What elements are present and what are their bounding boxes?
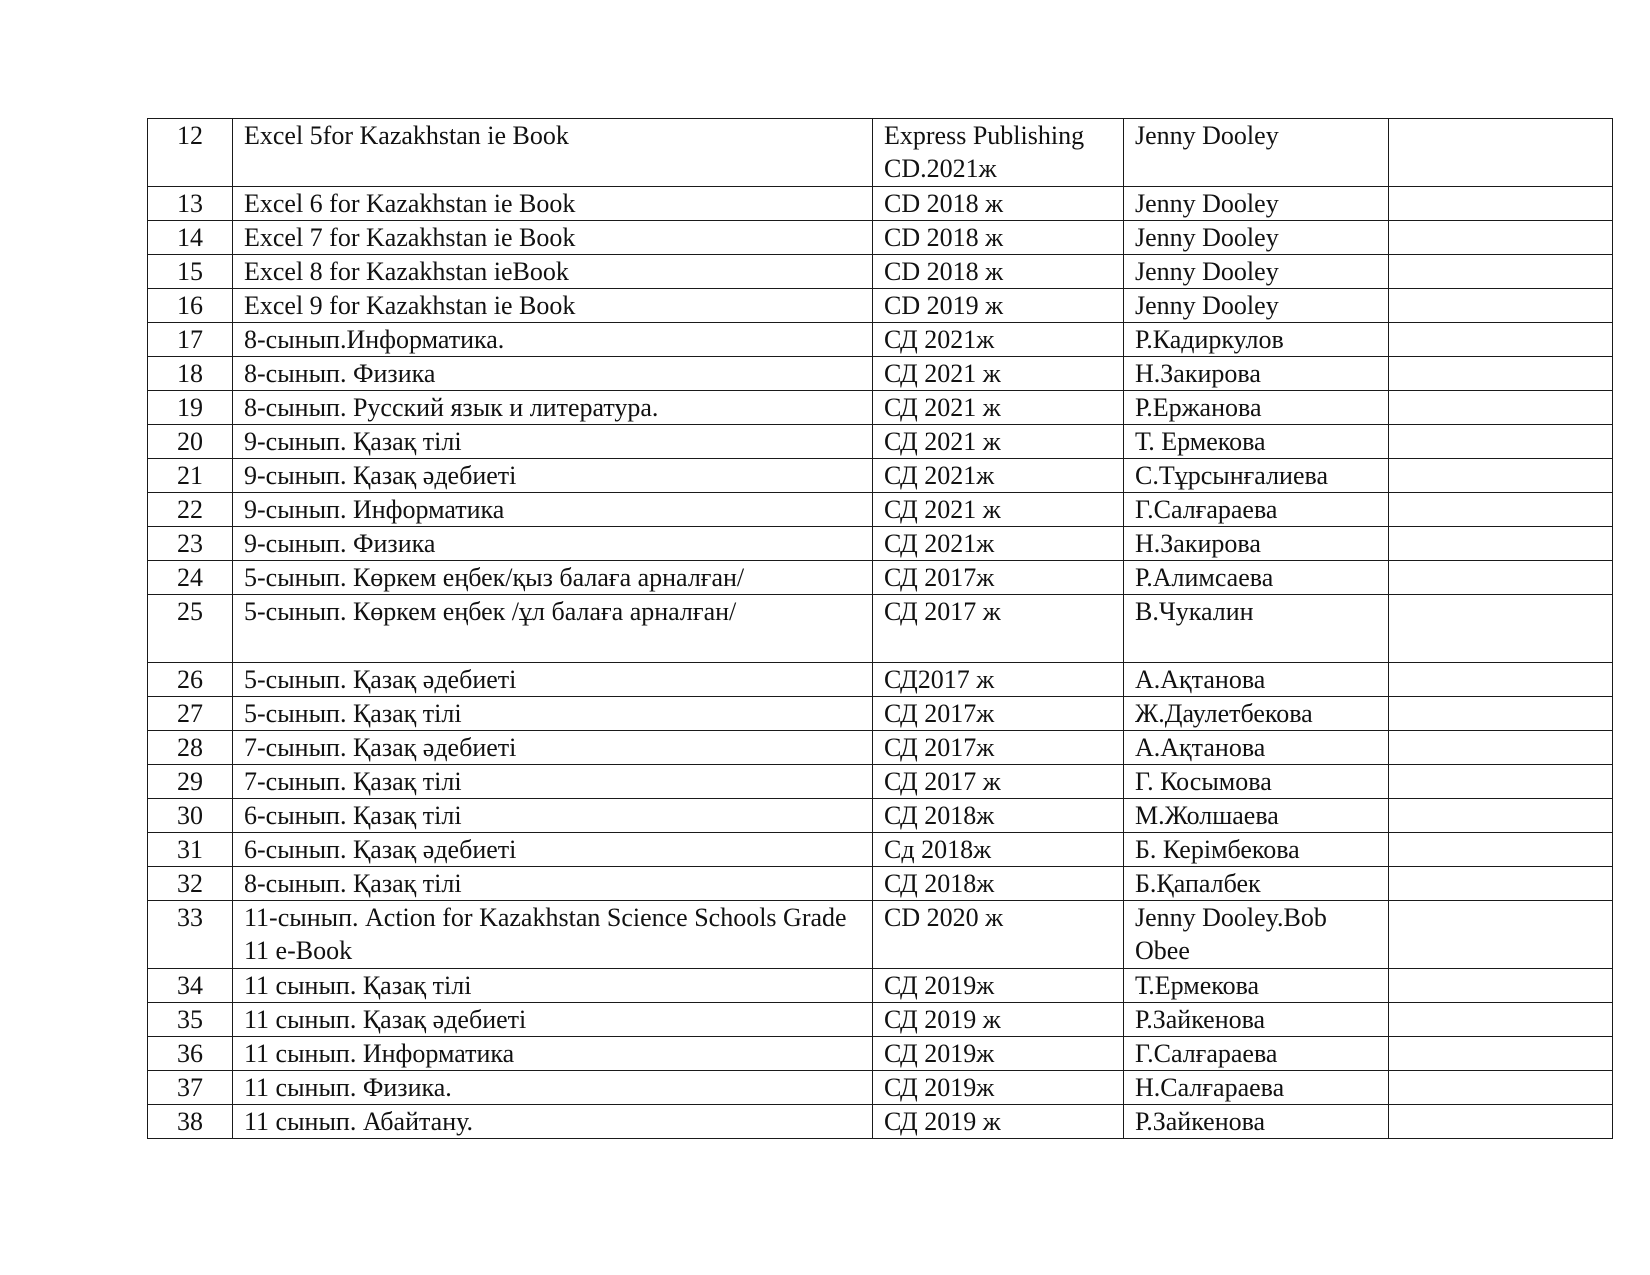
publisher-year: СД 2017ж — [873, 697, 1124, 731]
note-cell — [1389, 595, 1613, 663]
author-name: Т.Ермекова — [1124, 969, 1389, 1003]
note-cell — [1389, 1003, 1613, 1037]
author-name: Б. Керімбекова — [1124, 833, 1389, 867]
author-name: Jenny Dooley.Bob Obee — [1124, 901, 1389, 969]
row-number: 12 — [148, 119, 233, 187]
author-name: Ж.Даулетбекова — [1124, 697, 1389, 731]
book-title: 11 сынып. Қазақ әдебиеті — [233, 1003, 873, 1037]
row-number: 18 — [148, 357, 233, 391]
publisher-year: CD 2018 ж — [873, 221, 1124, 255]
book-title: 11-сынып. Action for Kazakhstan Science Schools Grade 11 e-Book — [233, 901, 873, 969]
publisher-year: СД 2017ж — [873, 731, 1124, 765]
publisher-year: СД 2019ж — [873, 969, 1124, 1003]
author-name: Р.Кадиркулов — [1124, 323, 1389, 357]
publisher-year: СД 2021 ж — [873, 391, 1124, 425]
table-row — [148, 765, 1613, 799]
row-number: 24 — [148, 561, 233, 595]
table-row — [148, 459, 1613, 493]
note-cell — [1389, 901, 1613, 969]
author-name: Б.Қапалбек — [1124, 867, 1389, 901]
row-number: 33 — [148, 901, 233, 969]
author-name: М.Жолшаева — [1124, 799, 1389, 833]
row-number: 35 — [148, 1003, 233, 1037]
book-title: Excel 8 for Kazakhstan ieBook — [233, 255, 873, 289]
author-name: А.Ақтанова — [1124, 731, 1389, 765]
note-cell — [1389, 221, 1613, 255]
publisher-year: СД 2021 ж — [873, 425, 1124, 459]
book-title: 11 сынып. Физика. — [233, 1071, 873, 1105]
book-title: 8-сынып. Қазақ тілі — [233, 867, 873, 901]
table-row — [148, 833, 1613, 867]
note-cell — [1389, 731, 1613, 765]
row-number: 30 — [148, 799, 233, 833]
publisher-year: СД 2017 ж — [873, 765, 1124, 799]
row-number: 29 — [148, 765, 233, 799]
author-name: Т. Ермекова — [1124, 425, 1389, 459]
publisher-year: СД 2021 ж — [873, 493, 1124, 527]
table-row — [148, 1105, 1613, 1139]
author-name: Р.Зайкенова — [1124, 1105, 1389, 1139]
row-number: 27 — [148, 697, 233, 731]
table-row — [148, 731, 1613, 765]
publisher-year: СД 2017ж — [873, 561, 1124, 595]
note-cell — [1389, 493, 1613, 527]
publisher-year: CD 2019 ж — [873, 289, 1124, 323]
publisher-year: СД 2021ж — [873, 323, 1124, 357]
author-name: Г. Косымова — [1124, 765, 1389, 799]
row-number: 23 — [148, 527, 233, 561]
publisher-year: СД2017 ж — [873, 663, 1124, 697]
table-row — [148, 1071, 1613, 1105]
publisher-year: СД 2019ж — [873, 1071, 1124, 1105]
author-name: Р.Алимсаева — [1124, 561, 1389, 595]
row-number: 16 — [148, 289, 233, 323]
book-title: 7-сынып. Қазақ тілі — [233, 765, 873, 799]
publisher-year: CD 2018 ж — [873, 187, 1124, 221]
author-name: Jenny Dooley — [1124, 119, 1389, 187]
table-row — [148, 663, 1613, 697]
row-number: 25 — [148, 595, 233, 663]
table-row — [148, 799, 1613, 833]
publisher-year: СД 2018ж — [873, 799, 1124, 833]
book-title: 9-сынып. Информатика — [233, 493, 873, 527]
book-title: 9-сынып. Қазақ әдебиеті — [233, 459, 873, 493]
note-cell — [1389, 391, 1613, 425]
note-cell — [1389, 867, 1613, 901]
row-number: 13 — [148, 187, 233, 221]
author-name: Jenny Dooley — [1124, 255, 1389, 289]
table-row — [148, 867, 1613, 901]
row-number: 38 — [148, 1105, 233, 1139]
row-number: 37 — [148, 1071, 233, 1105]
table-row — [148, 561, 1613, 595]
book-title: 8-сынып. Физика — [233, 357, 873, 391]
publisher-year: СД 2021 ж — [873, 357, 1124, 391]
table-body — [148, 119, 1613, 1139]
author-name: Г.Салғараева — [1124, 1037, 1389, 1071]
publisher-year: СД 2019 ж — [873, 1105, 1124, 1139]
note-cell — [1389, 187, 1613, 221]
table-row — [148, 493, 1613, 527]
note-cell — [1389, 357, 1613, 391]
note-cell — [1389, 697, 1613, 731]
note-cell — [1389, 663, 1613, 697]
note-cell — [1389, 1105, 1613, 1139]
note-cell — [1389, 323, 1613, 357]
author-name: Н.Закирова — [1124, 527, 1389, 561]
book-title: 8-сынып.Информатика. — [233, 323, 873, 357]
publisher-year: СД 2021ж — [873, 459, 1124, 493]
note-cell — [1389, 799, 1613, 833]
note-cell — [1389, 1037, 1613, 1071]
note-cell — [1389, 289, 1613, 323]
publisher-year: Express Publishing CD.2021ж — [873, 119, 1124, 187]
book-title: 5-сынып. Қазақ тілі — [233, 697, 873, 731]
book-title: Excel 7 for Kazakhstan ie Book — [233, 221, 873, 255]
publisher-year: СД 2019ж — [873, 1037, 1124, 1071]
book-title: 11 сынып. Қазақ тілі — [233, 969, 873, 1003]
row-number: 15 — [148, 255, 233, 289]
publisher-year: СД 2019 ж — [873, 1003, 1124, 1037]
book-title: 5-сынып. Көркем еңбек /ұл балаға арналған/ — [233, 595, 873, 663]
note-cell — [1389, 527, 1613, 561]
row-number: 21 — [148, 459, 233, 493]
table-row — [148, 901, 1613, 969]
book-list-table — [147, 118, 1613, 1139]
row-number: 31 — [148, 833, 233, 867]
table-row — [148, 697, 1613, 731]
author-name: В.Чукалин — [1124, 595, 1389, 663]
row-number: 32 — [148, 867, 233, 901]
table-row — [148, 425, 1613, 459]
author-name: С.Тұрсынғалиева — [1124, 459, 1389, 493]
note-cell — [1389, 561, 1613, 595]
author-name: Р.Ержанова — [1124, 391, 1389, 425]
row-number: 34 — [148, 969, 233, 1003]
note-cell — [1389, 833, 1613, 867]
table-row — [148, 969, 1613, 1003]
table-row — [148, 527, 1613, 561]
book-title: 5-сынып. Қазақ әдебиеті — [233, 663, 873, 697]
note-cell — [1389, 459, 1613, 493]
book-title: Excel 6 for Kazakhstan ie Book — [233, 187, 873, 221]
book-title: 6-сынып. Қазақ әдебиеті — [233, 833, 873, 867]
note-cell — [1389, 255, 1613, 289]
note-cell — [1389, 765, 1613, 799]
book-title: 5-сынып. Көркем еңбек/қыз балаға арналған/ — [233, 561, 873, 595]
table-row — [148, 289, 1613, 323]
publisher-year: СД 2017 ж — [873, 595, 1124, 663]
table-row — [148, 187, 1613, 221]
row-number: 28 — [148, 731, 233, 765]
book-title: Excel 9 for Kazakhstan ie Book — [233, 289, 873, 323]
author-name: Jenny Dooley — [1124, 187, 1389, 221]
book-title: 7-сынып. Қазақ әдебиеті — [233, 731, 873, 765]
note-cell — [1389, 119, 1613, 187]
table-row — [148, 391, 1613, 425]
table-row — [148, 255, 1613, 289]
note-cell — [1389, 425, 1613, 459]
table-row — [148, 323, 1613, 357]
table-row — [148, 1003, 1613, 1037]
table-row — [148, 595, 1613, 663]
author-name: Г.Салғараева — [1124, 493, 1389, 527]
book-title: Excel 5for Kazakhstan ie Book — [233, 119, 873, 187]
book-title: 8-сынып. Русский язык и литература. — [233, 391, 873, 425]
publisher-year: СД 2018ж — [873, 867, 1124, 901]
book-title: 9-сынып. Физика — [233, 527, 873, 561]
publisher-year: Сд 2018ж — [873, 833, 1124, 867]
book-title: 9-сынып. Қазақ тілі — [233, 425, 873, 459]
table-row — [148, 221, 1613, 255]
row-number: 20 — [148, 425, 233, 459]
row-number: 14 — [148, 221, 233, 255]
row-number: 19 — [148, 391, 233, 425]
author-name: А.Ақтанова — [1124, 663, 1389, 697]
note-cell — [1389, 969, 1613, 1003]
table-row — [148, 1037, 1613, 1071]
author-name: Р.Зайкенова — [1124, 1003, 1389, 1037]
row-number: 17 — [148, 323, 233, 357]
author-name: Н.Закирова — [1124, 357, 1389, 391]
note-cell — [1389, 1071, 1613, 1105]
author-name: Jenny Dooley — [1124, 289, 1389, 323]
book-title: 11 сынып. Информатика — [233, 1037, 873, 1071]
publisher-year: CD 2020 ж — [873, 901, 1124, 969]
publisher-year: СД 2021ж — [873, 527, 1124, 561]
book-title: 11 сынып. Абайтану. — [233, 1105, 873, 1139]
author-name: Н.Салғараева — [1124, 1071, 1389, 1105]
table-row — [148, 357, 1613, 391]
publisher-year: CD 2018 ж — [873, 255, 1124, 289]
author-name: Jenny Dooley — [1124, 221, 1389, 255]
table-row — [148, 119, 1613, 187]
row-number: 26 — [148, 663, 233, 697]
row-number: 22 — [148, 493, 233, 527]
book-title: 6-сынып. Қазақ тілі — [233, 799, 873, 833]
row-number: 36 — [148, 1037, 233, 1071]
